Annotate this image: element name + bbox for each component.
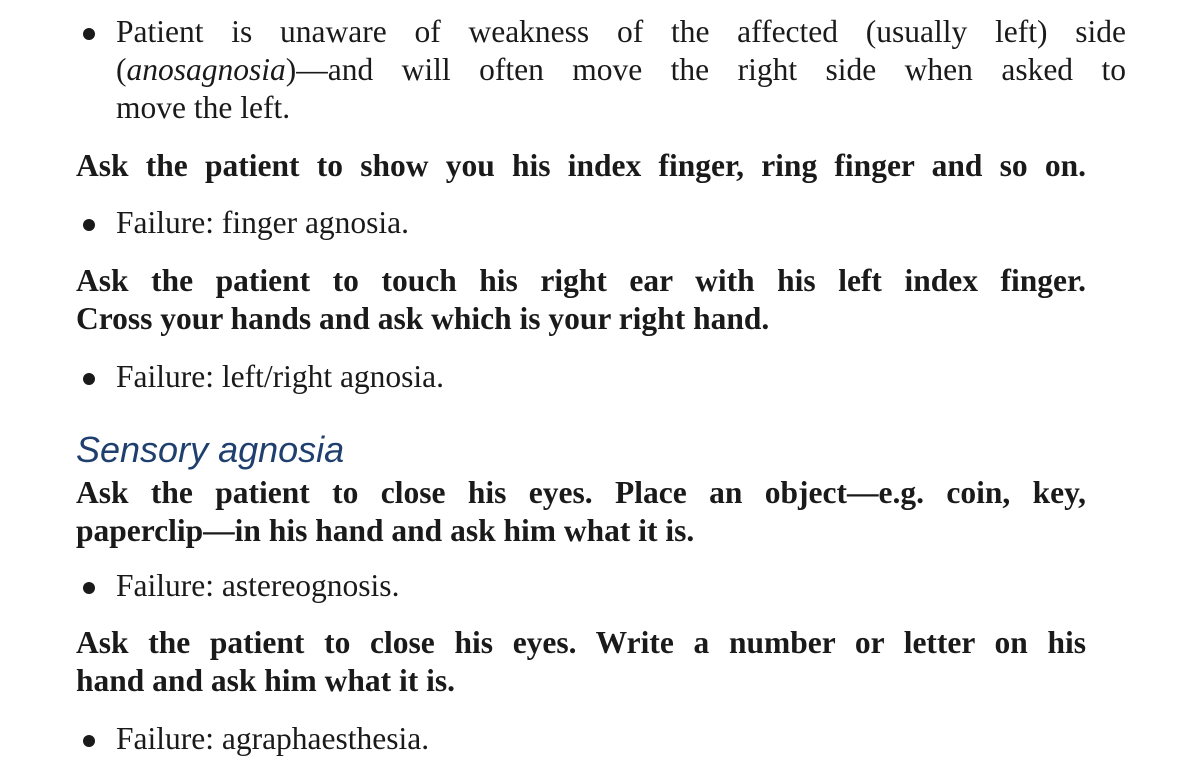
writing-failure-bullet — [76, 720, 1126, 758]
bullet-dot — [83, 582, 95, 594]
finger-instruction — [76, 147, 1086, 185]
object-failure-bullet — [76, 567, 1126, 605]
leftright-instruction — [76, 262, 1086, 338]
failure-text: Failure: astereognosis. — [116, 568, 400, 603]
paren-open: ( — [116, 52, 127, 87]
bullet-text-line: Patient is unaware of weakness of the affected (usually left) side — [116, 14, 1126, 49]
bullet-text-continuation: )—and will often move the right side when asked to — [285, 52, 1126, 87]
bullet-dot — [83, 735, 95, 747]
failure-text: Failure: agraphaesthesia. — [116, 721, 430, 756]
bullet-dot — [83, 28, 95, 40]
instruction-line: Ask the patient to show you his index finger, ring finger and so on. — [76, 148, 1086, 183]
object-instruction — [76, 474, 1086, 550]
section-heading: Sensory agnosia — [76, 429, 345, 470]
instruction-line: Ask the patient to close his eyes. Write a number or letter on his — [76, 625, 1086, 660]
bullet-dot — [83, 219, 95, 231]
failure-text: Failure: left/right agnosia. — [116, 359, 445, 394]
instruction-line: Cross your hands and ask which is your right hand. — [76, 301, 770, 336]
bullet-text-line: move the left. — [116, 90, 291, 125]
writing-instruction — [76, 624, 1086, 700]
instruction-line: Ask the patient to close his eyes. Place an object—e.g. coin, key, — [76, 475, 1086, 510]
bullet-text-line — [116, 51, 1126, 89]
failure-text: Failure: finger agnosia. — [116, 205, 410, 240]
instruction-line: Ask the patient to touch his right ear with his left index finger. — [76, 263, 1086, 298]
bullet-dot — [83, 373, 95, 385]
anosagnosia-term: anosagnosia — [126, 52, 286, 87]
leftright-failure-bullet — [76, 358, 1126, 396]
instruction-line: hand and ask him what it is. — [76, 663, 456, 698]
instruction-line: paperclip—in his hand and ask him what it is. — [76, 513, 695, 548]
anosagnosia-bullet — [76, 13, 1126, 127]
finger-failure-bullet — [76, 204, 1126, 242]
